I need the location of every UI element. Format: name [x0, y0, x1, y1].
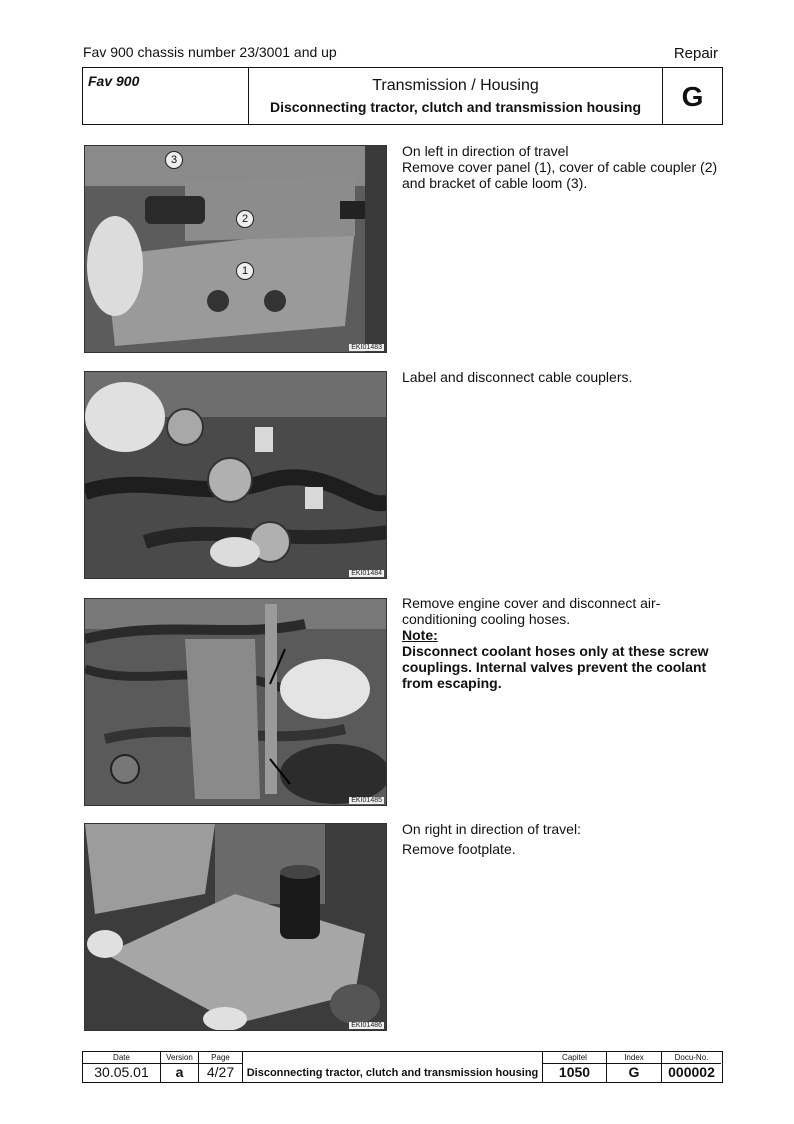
- index-label: Index: [607, 1052, 661, 1064]
- header-title-cell: [249, 68, 663, 124]
- figure-code: EKI01483: [351, 344, 382, 351]
- step-1-photo: [84, 145, 387, 353]
- chassis-range: Fav 900 chassis number 23/3001 and up: [83, 44, 337, 60]
- note-label: Note:: [402, 627, 438, 643]
- callout-1: 1: [236, 262, 254, 280]
- footer-date-cell: [83, 1052, 161, 1082]
- step-4-line-1: On right in direction of travel:: [402, 821, 581, 837]
- footer-table: [82, 1051, 723, 1083]
- page-value: 4/27: [206, 1064, 235, 1080]
- footer-title: Disconnecting tractor, clutch and transmission housing: [246, 1067, 539, 1079]
- step-3-photo: [84, 598, 387, 806]
- figure-code: EKI01484: [351, 570, 382, 577]
- version-value: a: [175, 1064, 184, 1080]
- footer-docu-cell: [662, 1052, 721, 1082]
- callout-2: 2: [236, 210, 254, 228]
- page-title: Transmission / Housing: [372, 77, 539, 94]
- index-letter: G: [681, 81, 704, 112]
- capitel-value: 1050: [558, 1064, 591, 1080]
- step-3-line-1: Remove engine cover and disconnect air-conditioning cooling hoses.: [402, 595, 661, 627]
- header-box: [82, 67, 723, 125]
- step-1-line-1: On left in direction of travel: [402, 143, 569, 159]
- capitel-label: Capitel: [543, 1052, 606, 1064]
- step-4-photo: [84, 823, 387, 1031]
- footer-title-cell: [243, 1052, 543, 1082]
- step-1-text: [402, 143, 722, 191]
- footer-version-cell: [161, 1052, 199, 1082]
- step-2-line-1: Label and disconnect cable couplers.: [402, 369, 633, 385]
- page-label: Page: [199, 1052, 242, 1064]
- docu-label: Docu-No.: [662, 1052, 721, 1064]
- version-label: Version: [161, 1052, 198, 1064]
- step-4-text: [402, 821, 722, 857]
- section-label: Repair: [673, 45, 718, 62]
- step-2-text: [402, 369, 722, 385]
- model-name: Fav 900: [83, 68, 249, 124]
- date-value: 30.05.01: [94, 1064, 149, 1080]
- step-3-text: [402, 595, 722, 691]
- footer-capitel-cell: [543, 1052, 607, 1082]
- footer-index-cell: [607, 1052, 662, 1082]
- step-1-line-2: Remove cover panel (1), cover of cable coupler (2) and bracket of cable loom (3).: [402, 159, 718, 191]
- callout-3: 3: [165, 151, 183, 169]
- note-text: Disconnect coolant hoses only at these screw couplings. Internal valves prevent the coolant from escaping.: [402, 643, 709, 691]
- date-label: Date: [83, 1052, 160, 1064]
- figure-code: EKI01486: [351, 1022, 382, 1029]
- step-2-photo: [84, 371, 387, 579]
- docu-value: 000002: [668, 1064, 715, 1080]
- page-subtitle: Disconnecting tractor, clutch and transmission housing: [269, 99, 642, 115]
- footer-page-cell: [199, 1052, 243, 1082]
- index-value: G: [628, 1064, 640, 1080]
- step-4-line-2: Remove footplate.: [402, 841, 516, 857]
- figure-code: EKI01485: [351, 797, 382, 804]
